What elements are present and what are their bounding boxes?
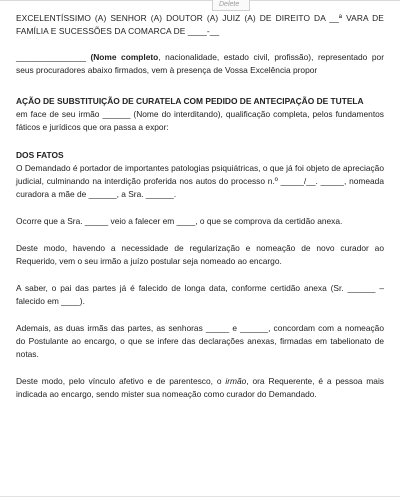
facts-paragraph-1: O Demandado é portador de importantes patologias psiquiátricas, o que já foi objeto de apreciação judicial, culminando na interdição proferida nos autos do processo n.º _____/__. _____, nomeada curadora a mãe de ______, a Sra. ______.: [16, 163, 384, 199]
p6-before: Deste modo, pelo vínculo afetivo e de parentesco, o: [16, 376, 226, 386]
intro-name-label: (Nome completo: [90, 52, 159, 62]
intro-rest: , nacionalidade, estado civil, profissão), representado por seus procuradores abaixo firmados, vem à presença de Vossa Excelência propor: [16, 52, 384, 75]
action-title: AÇÃO DE SUBSTITUIÇÃO DE CURATELA COM PEDIDO DE ANTECIPAÇÃO DE TUTELA: [16, 96, 364, 106]
delete-tag[interactable]: Delete: [212, 0, 250, 11]
facts-heading: DOS FATOS: [16, 150, 64, 160]
intro-name-blank: _______________: [16, 52, 86, 62]
facts-paragraph-4: A saber, o pai das partes já é falecido de longa data, conforme certidão anexa (Sr. ______ – falecido em ____).: [16, 283, 384, 306]
document-body: [16, 12, 384, 401]
p6-italic: irmão: [225, 376, 247, 386]
bottom-divider: [0, 496, 400, 497]
court-salutation: EXCELENTÍSSIMO (A) SENHOR (A) DOUTOR (A) JUIZ (A) DE DIREITO DA __ª VARA DE FAMÍLIA E SUCESSÕES DA COMARCA DE ____-__: [16, 13, 384, 36]
intro-paragraph: [16, 51, 384, 77]
p6-after: , ora Requerente, é a pessoa mais indicada ao encargo, sendo mister sua nomeação como curador do Demandado.: [16, 376, 384, 399]
facts-paragraph-5: Ademais, as duas irmãs das partes, as senhoras _____ e ______, concordam com a nomeação do Postulante ao encargo, o que se infere das declarações anexas, firmadas em tabelionato de notas.: [16, 323, 384, 359]
top-divider: [0, 0, 400, 1]
action-body: em face de seu irmão ______ (Nome do interditando), qualificação completa, pelos fundamentos fáticos e jurídicos que ora passa a expor:: [16, 109, 384, 132]
facts-paragraph-3: Deste modo, havendo a necessidade de regularização e nomeação de novo curador ao Requerido, vem o seu irmão a juízo postular seja nomeado ao encargo.: [16, 243, 384, 266]
facts-paragraph-2: Ocorre que a Sra. _____ veio a falecer em ____, o que se comprova da certidão anexa.: [16, 216, 343, 226]
facts-paragraph-6: [16, 375, 384, 401]
